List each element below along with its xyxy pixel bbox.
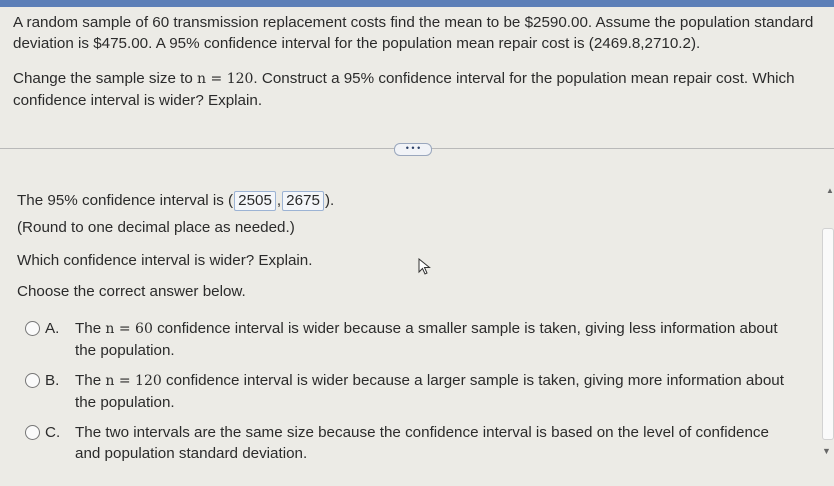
problem-paragraph-1: A random sample of 60 transmission replacement costs find the mean to be $2590.00. Assume the population standard deviation is $475.00. A 95% confidence interval for the population mean repair cost is (2469.8,2710.2). — [13, 14, 814, 52]
option-a-before: The — [75, 320, 106, 337]
option-c-letter: C. — [45, 424, 61, 441]
round-note: (Round to one decimal place as needed.) — [17, 219, 295, 236]
option-c-text — [75, 422, 795, 464]
scroll-up-arrow-icon[interactable]: ▲ — [826, 186, 834, 195]
ci-separator: , — [276, 192, 282, 209]
wider-question: Which confidence interval is wider? Explain. — [17, 252, 313, 269]
pointer-cursor-icon — [418, 258, 432, 276]
top-accent-bar — [0, 0, 834, 7]
option-b-text — [75, 370, 795, 413]
ci-answer-line — [17, 190, 334, 211]
option-b-math: n = 120 — [105, 373, 162, 389]
option-b-before: The — [75, 372, 106, 389]
option-b-letter: B. — [45, 372, 60, 389]
option-c-radio[interactable] — [25, 425, 40, 440]
option-a-text — [75, 318, 795, 361]
expand-more-button[interactable]: • • • — [394, 143, 432, 156]
option-b-after: confidence interval is wider because a larger sample is taken, giving more information about the population. — [75, 372, 784, 411]
problem-paragraph-2-after: . Construct a 95% confidence interval for the population mean repair cost. Which confidence interval is wider? Explain. — [13, 70, 795, 109]
choose-instruction: Choose the correct answer below. — [17, 283, 246, 300]
sample-size-math: n = 120 — [197, 71, 254, 87]
problem-statement — [13, 12, 818, 125]
option-a-letter: A. — [45, 320, 60, 337]
ci-prefix: The 95% confidence interval is ( — [17, 192, 234, 209]
scroll-down-arrow-icon[interactable]: ▼ — [822, 446, 831, 456]
ci-upper-answer-box[interactable]: 2675 — [282, 191, 324, 211]
option-c-after: The two intervals are the same size because the confidence interval is based on the level of confidence and population standard deviation. — [75, 424, 769, 462]
problem-paragraph-2 — [13, 68, 818, 111]
problem-paragraph-2-before: Change the sample size to — [13, 70, 198, 87]
ci-lower-answer-box[interactable]: 2505 — [234, 191, 276, 211]
ci-suffix: ). — [324, 192, 335, 209]
option-a-math: n = 60 — [105, 321, 153, 337]
scrollbar[interactable] — [822, 228, 834, 440]
option-a-after: confidence interval is wider because a smaller sample is taken, giving less information about the population. — [75, 320, 778, 359]
option-a-radio[interactable] — [25, 321, 40, 336]
option-b-radio[interactable] — [25, 373, 40, 388]
